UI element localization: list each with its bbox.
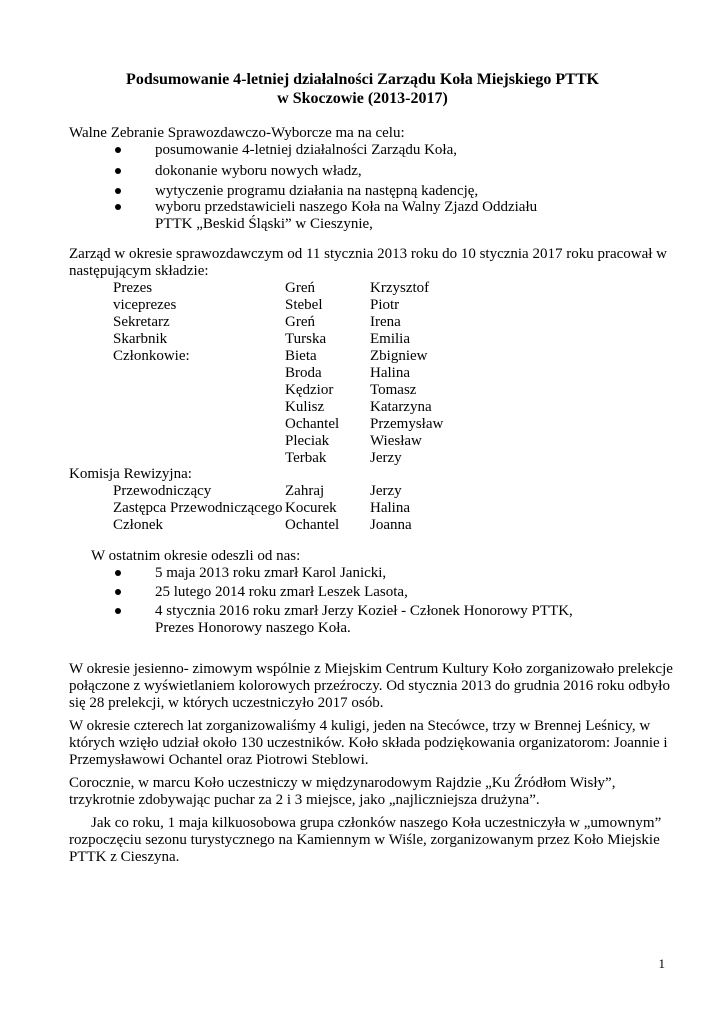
commission-label: Komisja Rewizyjna: (69, 466, 192, 482)
paragraph-sleigh-rides-line: Przemysławowi Ochantel oraz Piotrowi Steblowi. (69, 752, 369, 768)
paragraph-rally-line: Corocznie, w marcu Koło uczestniczy w międzynarodowym Rajdzie „Ku Źródłom Wisły”, (69, 775, 616, 791)
deceased-intro: W ostatnim okresie odeszli od nas: (91, 548, 301, 564)
board-firstname: Przemysław (370, 416, 444, 432)
commission-firstname: Jerzy (370, 483, 402, 499)
intro-text: Walne Zebranie Sprawozdawczo-Wyborcze ma na celu: (69, 125, 405, 141)
commission-firstname: Halina (370, 500, 410, 516)
board-role: Sekretarz (113, 314, 170, 330)
board-surname: Broda (285, 365, 322, 381)
deceased-item-continuation: Prezes Honorowy naszego Koła. (155, 620, 351, 636)
board-surname: Kędzior (285, 382, 334, 398)
board-intro-line1: Zarząd w okresie sprawozdawczym od 11 stycznia 2013 roku do 10 stycznia 2017 roku pracował w (69, 246, 668, 262)
commission-role: Zastępca Przewodniczącego (113, 500, 283, 516)
board-role: Członkowie: (113, 348, 190, 364)
goal-item: posumowanie 4-letniej działalności Zarządu Koła, (155, 142, 457, 158)
board-surname: Pleciak (285, 433, 330, 449)
board-surname: Greń (285, 280, 315, 296)
paragraph-season-opening-line: PTTK z Cieszyna. (69, 849, 180, 865)
board-firstname: Irena (370, 314, 401, 330)
board-role: Skarbnik (113, 331, 168, 347)
page-number: 1 (658, 956, 665, 971)
goal-item: wytyczenie programu działania na następną kadencję, (155, 183, 479, 199)
bullet-icon (115, 204, 121, 210)
board-firstname: Krzysztof (370, 280, 430, 296)
paragraph-lectures-line: połączone z wyświetlaniem kolorowych przeźroczy. Od stycznia 2013 do grudnia 2016 roku odbyło (69, 678, 670, 694)
commission-surname: Kocurek (285, 500, 337, 516)
board-surname: Bieta (285, 348, 317, 364)
paragraph-lectures-line: W okresie jesienno- zimowym wspólnie z Miejskim Centrum Kultury Koło zorganizowało prelekcje (69, 661, 673, 677)
paragraph-sleigh-rides-line: W okresie czterech lat zorganizowaliśmy 4 kuligi, jeden na Stecówce, trzy w Brennej Leśnicy, w (69, 718, 651, 734)
paragraph-sleigh-rides-line: których wzięło udział około 130 uczestników. Koło składa podziękowania organizatorom: Joannie i (69, 735, 668, 751)
board-firstname: Piotr (370, 297, 400, 313)
paragraph-rally-line: trzykrotnie zdobywając puchar za 2 i 3 miejsce, jako „najliczniejsza drużyna”. (69, 792, 540, 808)
document-title-line1: Podsumowanie 4-letniej działalności Zarządu Koła Miejskiego PTTK (126, 71, 599, 88)
board-surname: Ochantel (285, 416, 340, 432)
commission-firstname: Joanna (370, 517, 412, 533)
board-firstname: Katarzyna (370, 399, 432, 415)
deceased-item: 4 stycznia 2016 roku zmarł Jerzy Kozieł - Członek Honorowy PTTK, (155, 603, 573, 619)
paragraph-season-opening-line: Jak co roku, 1 maja kilkuosobowa grupa członków naszego Koła uczestniczyła w „umownym” (91, 815, 662, 831)
board-firstname: Zbigniew (370, 348, 428, 364)
board-firstname: Jerzy (370, 450, 402, 466)
commission-role: Członek (113, 517, 163, 533)
board-firstname: Tomasz (370, 382, 417, 398)
goal-item: dokonanie wyboru nowych władz, (155, 163, 362, 179)
board-surname: Stebel (285, 297, 323, 313)
document-title-line2: w Skoczowie (2013-2017) (277, 90, 448, 107)
bullet-icon (115, 608, 121, 614)
deceased-item: 25 lutego 2014 roku zmarł Leszek Lasota, (155, 584, 408, 600)
paragraph-lectures-line: się 28 prelekcji, w których uczestniczyło 2017 osób. (69, 695, 384, 711)
deceased-item: 5 maja 2013 roku zmarł Karol Janicki, (155, 565, 387, 581)
goal-item: wyboru przedstawicieli naszego Koła na Walny Zjazd Oddziału (155, 199, 538, 215)
board-intro-line2: następującym składzie: (69, 263, 209, 279)
paragraph-season-opening-line: rozpoczęciu sezonu turystycznego na Kamiennym w Wiśle, zorganizowanym przez Koło Miejskie (69, 832, 660, 848)
commission-surname: Ochantel (285, 517, 340, 533)
bullet-icon (115, 570, 121, 576)
commission-role: Przewodniczący (113, 483, 212, 499)
bullet-icon (115, 147, 121, 153)
board-firstname: Wiesław (370, 433, 422, 449)
board-firstname: Halina (370, 365, 410, 381)
board-surname: Greń (285, 314, 315, 330)
bullet-icon (115, 589, 121, 595)
board-surname: Terbak (285, 450, 327, 466)
commission-surname: Zahraj (285, 483, 325, 499)
board-firstname: Emilia (370, 331, 410, 347)
bullet-icon (115, 168, 121, 174)
board-surname: Kulisz (285, 399, 325, 415)
board-role: Prezes (113, 280, 153, 296)
board-role: viceprezes (113, 297, 177, 313)
goal-item-continuation: PTTK „Beskid Śląski” w Cieszynie, (155, 216, 373, 232)
bullet-icon (115, 188, 121, 194)
board-surname: Turska (285, 331, 327, 347)
